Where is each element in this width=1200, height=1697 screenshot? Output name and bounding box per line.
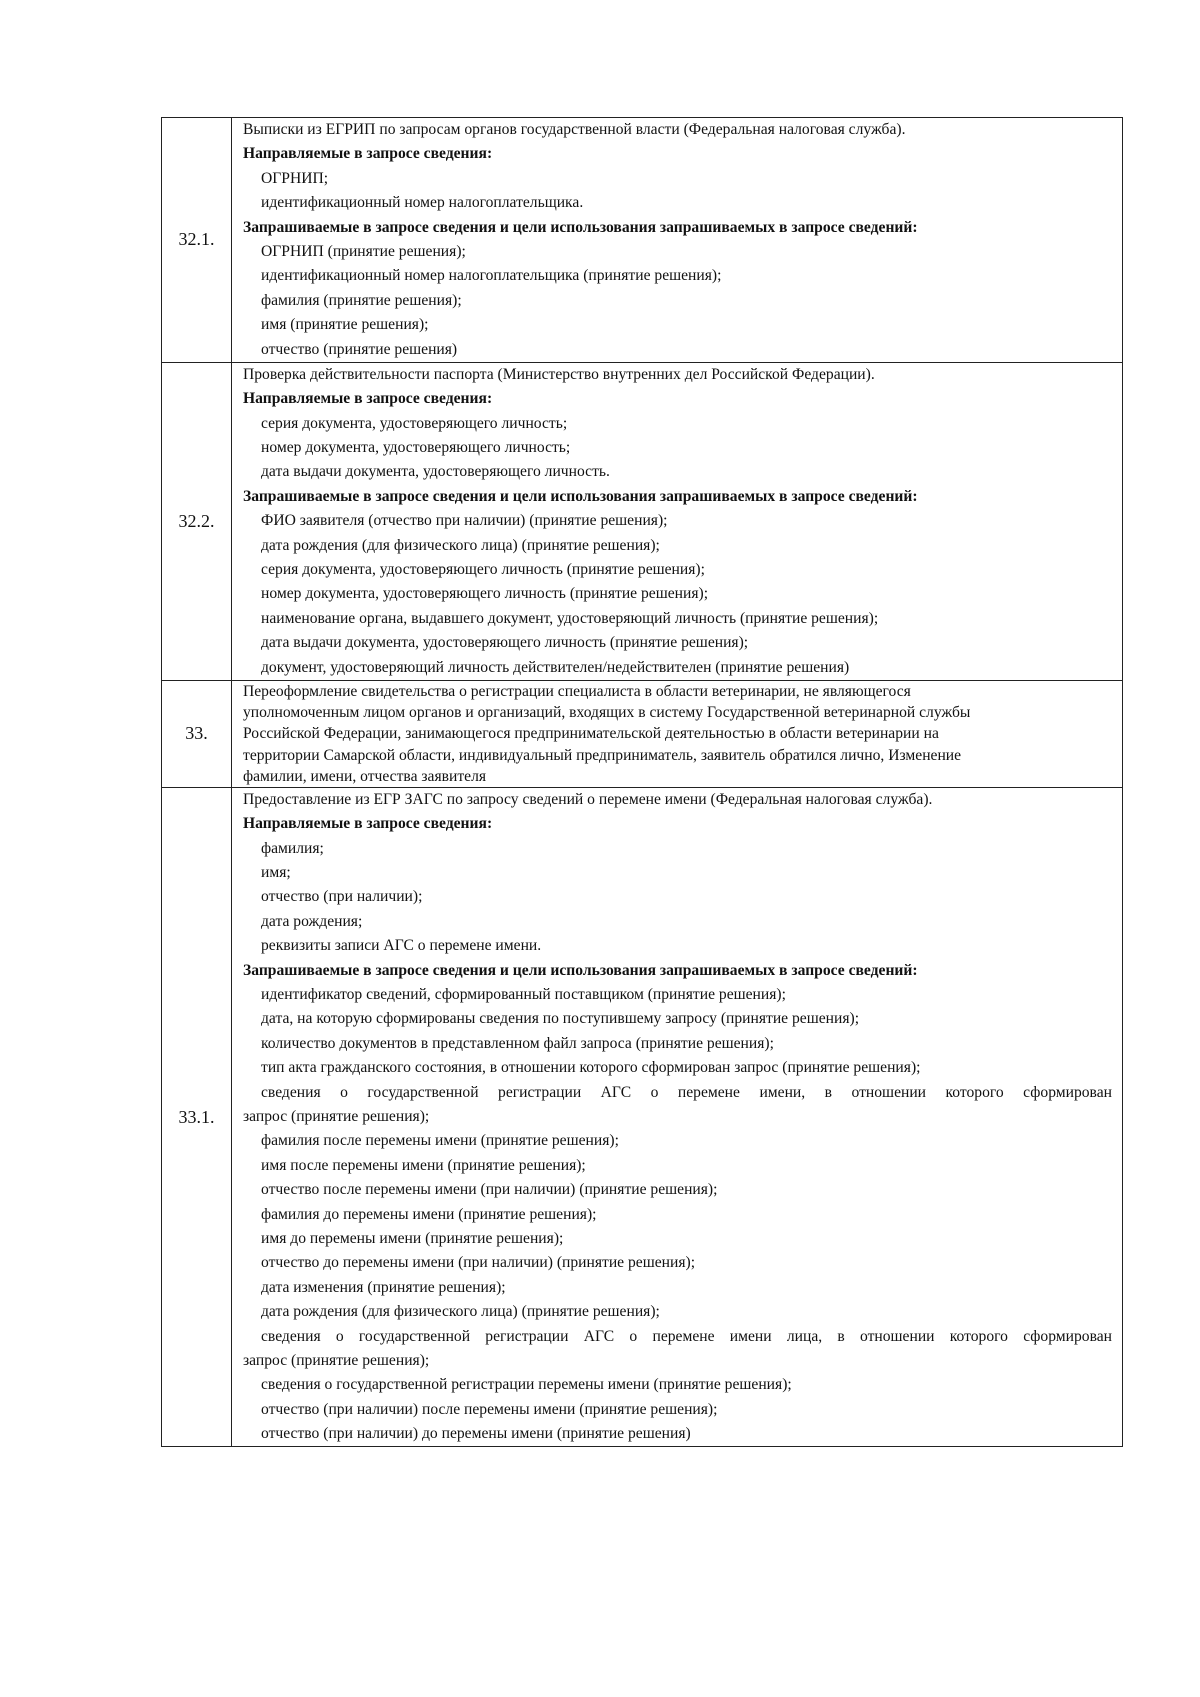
content-line: номер документа, удостоверяющего личность (принятие решения);	[261, 585, 709, 603]
content-line: дата выдачи документа, удостоверяющего личность.	[261, 463, 610, 481]
row-number: 32.2.	[162, 362, 232, 680]
row-number: 33.	[162, 680, 232, 787]
table-row	[162, 118, 1123, 363]
content-line: дата рождения;	[261, 912, 363, 930]
row-content	[232, 680, 1123, 787]
row-number: 33.1.	[162, 787, 232, 1447]
content-line: идентификационный номер налогоплательщика (принятие решения);	[261, 267, 722, 285]
content-line: серия документа, удостоверяющего личность;	[261, 414, 568, 432]
content-line: отчество (при наличии) до перемены имени (принятие решения)	[261, 1425, 691, 1443]
content-line: дата изменения (принятие решения);	[261, 1278, 506, 1296]
content-line: Выписки из ЕГРИП по запросам органов государственной власти (Федеральная налоговая служба).	[243, 121, 906, 138]
content-line: фамилия до перемены имени (принятие решения);	[261, 1205, 597, 1223]
section-heading: Направляемые в запросе сведения:	[243, 815, 493, 833]
section-heading: Запрашиваемые в запросе сведения и цели использования запрашиваемых в запросе сведений:	[243, 487, 918, 505]
row-content	[232, 787, 1123, 1447]
content-line: имя до перемены имени (принятие решения);	[261, 1229, 564, 1247]
content-line: документ, удостоверяющий личность действителен/недействителен (принятие решения)	[261, 658, 850, 676]
content-line: отчество (при наличии);	[261, 888, 423, 906]
section-heading: Запрашиваемые в запросе сведения и цели использования запрашиваемых в запросе сведений:	[243, 961, 918, 979]
content-line: имя;	[261, 864, 291, 882]
content-line: реквизиты записи АГС о перемене имени.	[261, 937, 542, 955]
content-line: фамилия (принятие решения);	[261, 291, 462, 309]
content-line: отчество (при наличии) после перемены имени (принятие решения);	[261, 1400, 718, 1418]
content-line: номер документа, удостоверяющего личность;	[261, 439, 571, 457]
content-line: дата выдачи документа, удостоверяющего личность (принятие решения);	[261, 634, 749, 652]
content-line: Переоформление свидетельства о регистрации специалиста в области ветеринарии, не являющегося	[243, 682, 911, 700]
content-line: серия документа, удостоверяющего личность (принятие решения);	[261, 561, 705, 579]
row-number: 32.1.	[162, 118, 232, 363]
content-line: фамилия после перемены имени (принятие решения);	[261, 1132, 619, 1150]
content-line: запрос (принятие решения);	[243, 1351, 430, 1369]
content-line: Предоставление из ЕГР ЗАГС по запросу сведений о перемене имени (Федеральная налоговая служба).	[243, 790, 933, 808]
content-line: ОГРНИП (принятие решения);	[261, 242, 466, 260]
content-line: отчество до перемены имени (при наличии) (принятие решения);	[261, 1254, 696, 1272]
content-line: имя после перемены имени (принятие решения);	[261, 1156, 586, 1174]
section-heading: Направляемые в запросе сведения:	[243, 145, 493, 163]
document-table	[161, 117, 1123, 1447]
table-row	[162, 680, 1123, 787]
row-content	[232, 118, 1123, 363]
content-line: имя (принятие решения);	[261, 316, 429, 334]
content-line: фамилии, имени, отчества заявителя	[243, 767, 487, 785]
content-line: запрос (принятие решения);	[243, 1108, 430, 1125]
table-row	[162, 362, 1123, 680]
section-heading: Запрашиваемые в запросе сведения и цели использования запрашиваемых в запросе сведений:	[243, 218, 918, 236]
content-line: дата, на которую сформированы сведения по поступившему запросу (принятие решения);	[261, 1010, 860, 1028]
content-line: ОГРНИП;	[261, 169, 329, 187]
content-line: Проверка действительности паспорта (Министерство внутренних дел Российской Федерации).	[243, 365, 875, 383]
content-line: дата рождения (для физического лица) (принятие решения);	[261, 536, 660, 554]
content-line: количество документов в представленном файл запроса (принятие решения);	[261, 1034, 774, 1052]
table-row	[162, 787, 1123, 1447]
content-line: ФИО заявителя (отчество при наличии) (принятие решения);	[261, 512, 668, 530]
content-line: уполномоченным лицом органов и организаций, входящих в систему Государственной ветеринарной службы	[243, 704, 971, 722]
content-line: идентификатор сведений, сформированный поставщиком (принятие решения);	[261, 986, 786, 1004]
section-heading: Направляемые в запросе сведения:	[243, 390, 493, 408]
content-line: сведения о государственной регистрации АГС о перемене имени лица, в отношении которого сформирован	[261, 1327, 1112, 1345]
content-line: территории Самарской области, индивидуальный предприниматель, заявитель обратился лично, Изменение	[243, 746, 962, 764]
content-line: тип акта гражданского состояния, в отношении которого сформирован запрос (принятие решения);	[261, 1059, 921, 1077]
content-line: сведения о государственной регистрации перемены имени (принятие решения);	[261, 1376, 792, 1394]
content-line: отчество после перемены имени (при наличии) (принятие решения);	[261, 1181, 718, 1199]
content-line: отчество (принятие решения)	[261, 340, 458, 358]
row-content	[232, 362, 1123, 680]
content-line: сведения о государственной регистрации АГС о перемене имени, в отношении которого сформирован	[261, 1083, 1112, 1101]
content-line: наименование органа, выдавшего документ, удостоверяющий личность (принятие решения);	[261, 609, 879, 627]
content-line: фамилия;	[261, 839, 324, 857]
content-line: Российской Федерации, занимающегося предпринимательской деятельностью в области ветеринарии на	[243, 725, 939, 743]
content-line: дата рождения (для физического лица) (принятие решения);	[261, 1303, 660, 1321]
content-line: идентификационный номер налогоплательщика.	[261, 194, 584, 212]
